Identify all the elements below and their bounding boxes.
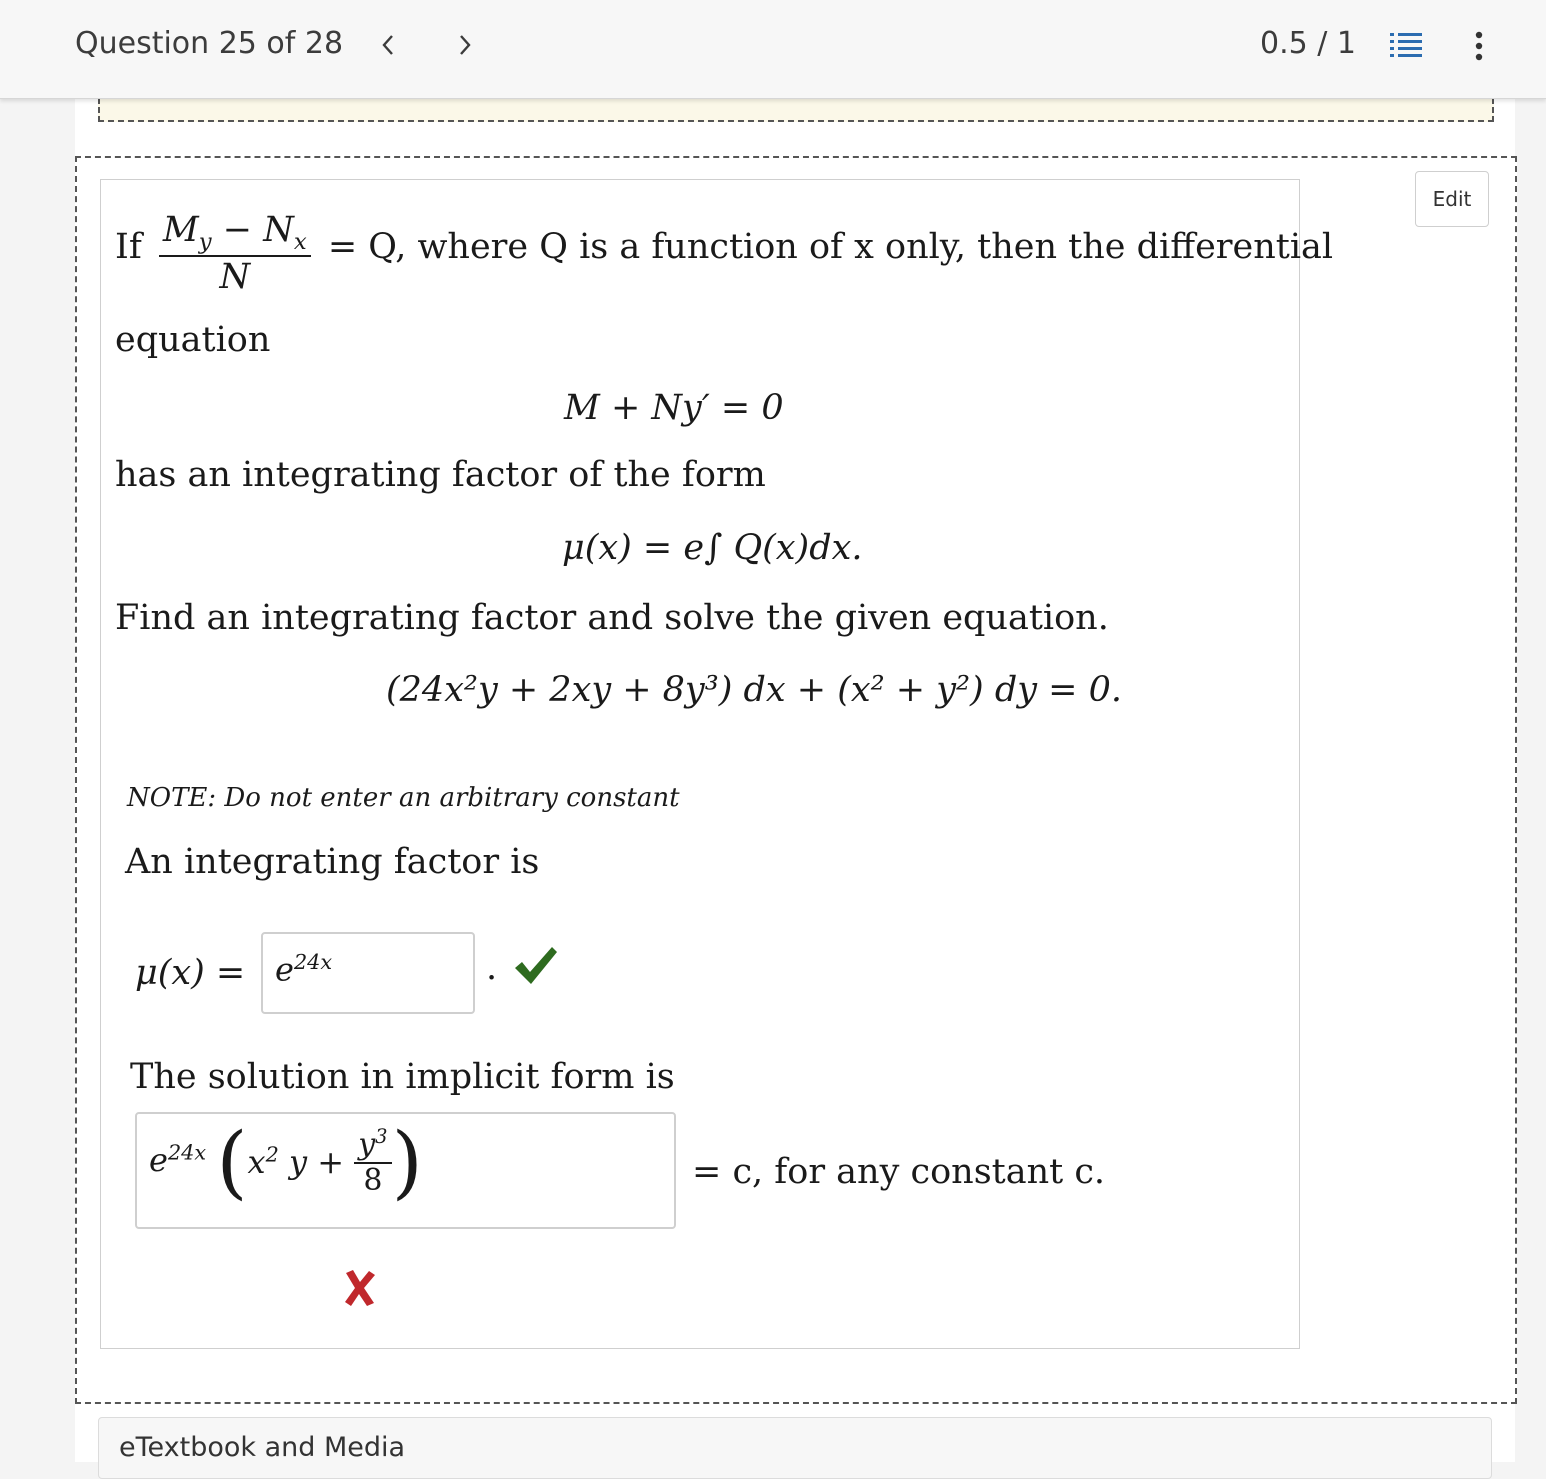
mu-label: μ(x) =	[135, 953, 246, 993]
condition-line	[115, 210, 1333, 297]
solution-prompt: The solution in implicit form is	[130, 1057, 675, 1097]
edit-button[interactable]: Edit	[1415, 171, 1489, 227]
mu-answer-value: $e^{24x}$	[275, 950, 333, 989]
score-display: 0.5 / 1	[1260, 26, 1356, 61]
integrating-form-text: has an integrating factor of the form	[115, 455, 766, 495]
etextbook-media-tab[interactable]	[98, 1417, 1492, 1479]
previous-section-strip	[98, 98, 1494, 122]
etextbook-media-label: eTextbook and Media	[119, 1432, 406, 1463]
solution-answer-input[interactable]	[135, 1112, 676, 1229]
chevron-right-icon	[450, 28, 480, 62]
mu-formula: μ(x) = e∫ Q(x)dx.	[562, 528, 863, 568]
numbered-list-icon	[1390, 31, 1422, 59]
solution-suffix: = c, for any constant c.	[692, 1152, 1106, 1192]
more-options-button[interactable]	[1470, 30, 1488, 62]
if-word: If	[115, 227, 142, 268]
incorrect-cross-icon	[342, 1268, 378, 1308]
question-list-button[interactable]	[1390, 31, 1422, 59]
given-equation: (24x²y + 2xy + 8y³) dx + (x² + y²) dy = 0.	[386, 670, 1122, 710]
equation-word: equation	[115, 320, 271, 360]
condition-text: = Q, where Q is a function of x only, then the differential	[327, 227, 1334, 268]
correct-check-icon	[512, 944, 558, 986]
period-mark: .	[486, 948, 498, 988]
mu-answer-input[interactable]	[261, 932, 475, 1014]
next-question-button[interactable]	[450, 28, 480, 62]
condition-fraction: $\frac{M_y - N_x}{N}$	[159, 210, 311, 297]
question-counter: Question 25 of 28	[75, 26, 344, 61]
solution-answer-value: $e^{24x}$ ($x^2$ y + $\frac{y^3}{8}$ )	[149, 1115, 423, 1208]
kebab-menu-icon	[1470, 30, 1488, 62]
note-text: NOTE: Do not enter an arbitrary constant	[127, 783, 680, 813]
find-instruction: Find an integrating factor and solve the given equation.	[115, 598, 1109, 638]
chevron-left-icon	[373, 28, 403, 62]
equation-m-plus-ny: M + Ny′ = 0	[564, 388, 784, 428]
top-bar	[0, 0, 1546, 99]
previous-question-button[interactable]	[373, 28, 403, 62]
integrating-factor-prompt: An integrating factor is	[125, 842, 540, 882]
